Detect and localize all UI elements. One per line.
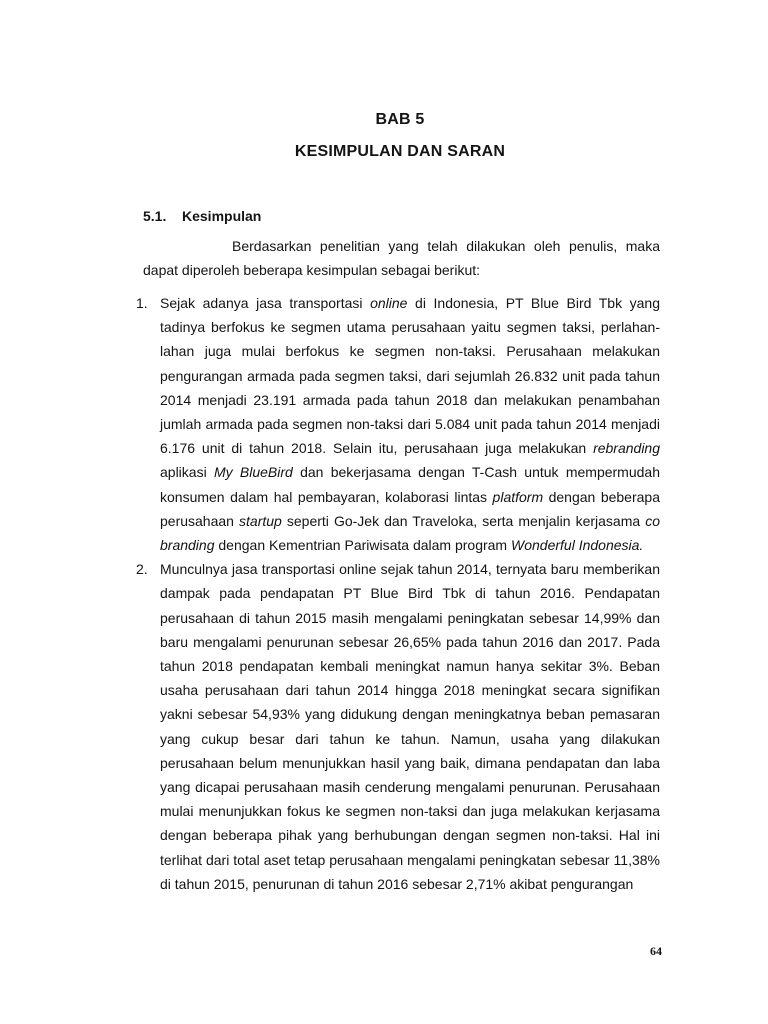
list-marker: 1. bbox=[136, 295, 148, 311]
chapter-title: KESIMPULAN DAN SARAN bbox=[294, 143, 506, 160]
list-item bbox=[136, 291, 660, 557]
chapter-number: BAB 5 bbox=[375, 111, 425, 128]
list-item bbox=[136, 557, 660, 896]
section-number: 5.1. bbox=[143, 208, 167, 224]
section-heading bbox=[143, 208, 261, 224]
section-title: Kesimpulan bbox=[182, 208, 262, 224]
conclusion-list bbox=[136, 291, 660, 896]
intro-paragraph: Berdasarkan penelitian yang telah dilakukan oleh penulis, maka dapat diperoleh beberapa kesimpulan sebagai berikut: bbox=[143, 238, 660, 278]
list-marker: 2. bbox=[136, 561, 148, 578]
list-item-text: Sejak adanya jasa transportasi online di Indonesia, PT Blue Bird Tbk yang tadinya berfokus ke segmen utama perusahaan yaitu segmen taksi, perlahan-lahan juga mulai berfokus ke segmen non-taksi. Perusahaan melakukan pengurangan armada pada segmen taksi, dari sejumlah 26.832 unit pada tahun 2014 menjadi 23.191 armada pada tahun 2018 dan melakukan penambahan jumlah armada pada segmen non-taksi dari 5.084 unit pada tahun 2014 menjadi 6.176 unit di tahun 2018. Selain itu, perusahaan juga melakukan rebranding aplikasi My BlueBird dan bekerjasama dengan T-Cash untuk mempermudah konsumen dalam hal pembayaran, kolaborasi lintas platform dengan beberapa perusahaan startup seperti Go-Jek dan Traveloka, serta menjalin kerjasama co branding dengan Kementrian Pariwisata dalam program Wonderful Indonesia. bbox=[160, 295, 661, 554]
page-number: 64 bbox=[650, 944, 662, 958]
list-item-text: Munculnya jasa transportasi online sejak tahun 2014, ternyata baru memberikan dampak pada pendapatan PT Blue Bird Tbk di tahun 2016. Pendapatan perusahaan di tahun 2015 masih mengalami peningkatan sebesar 14,99% dan baru mengalami penurunan sebesar 26,65% pada tahun 2016 dan 2017. Pada tahun 2018 pendapatan kembali meningkat namun hanya sekitar 3%. Beban usaha perusahaan dari tahun 2014 hingga 2018 meningkat secara signifikan yakni sebesar 54,93% yang didukung dengan meningkatnya beban pemasaran yang cukup besar dari tahun ke tahun. Namun, usaha yang dilakukan perusahaan belum menunjukkan hasil yang baik, dimana pendapatan dan laba yang dicapai perusahaan masih cenderung mengalami penurunan. Perusahaan mulai menunjukkan fokus ke segmen non-taksi dan juga melakukan kerjasama dengan beberapa pihak yang berhubungan dengan segmen non-taksi. Hal ini terlihat dari total aset tetap perusahaan mengalami peningkatan sebesar 11,38% di tahun 2015, penurunan di tahun 2016 sebesar 2,71% akibat pengurangan bbox=[160, 561, 660, 892]
